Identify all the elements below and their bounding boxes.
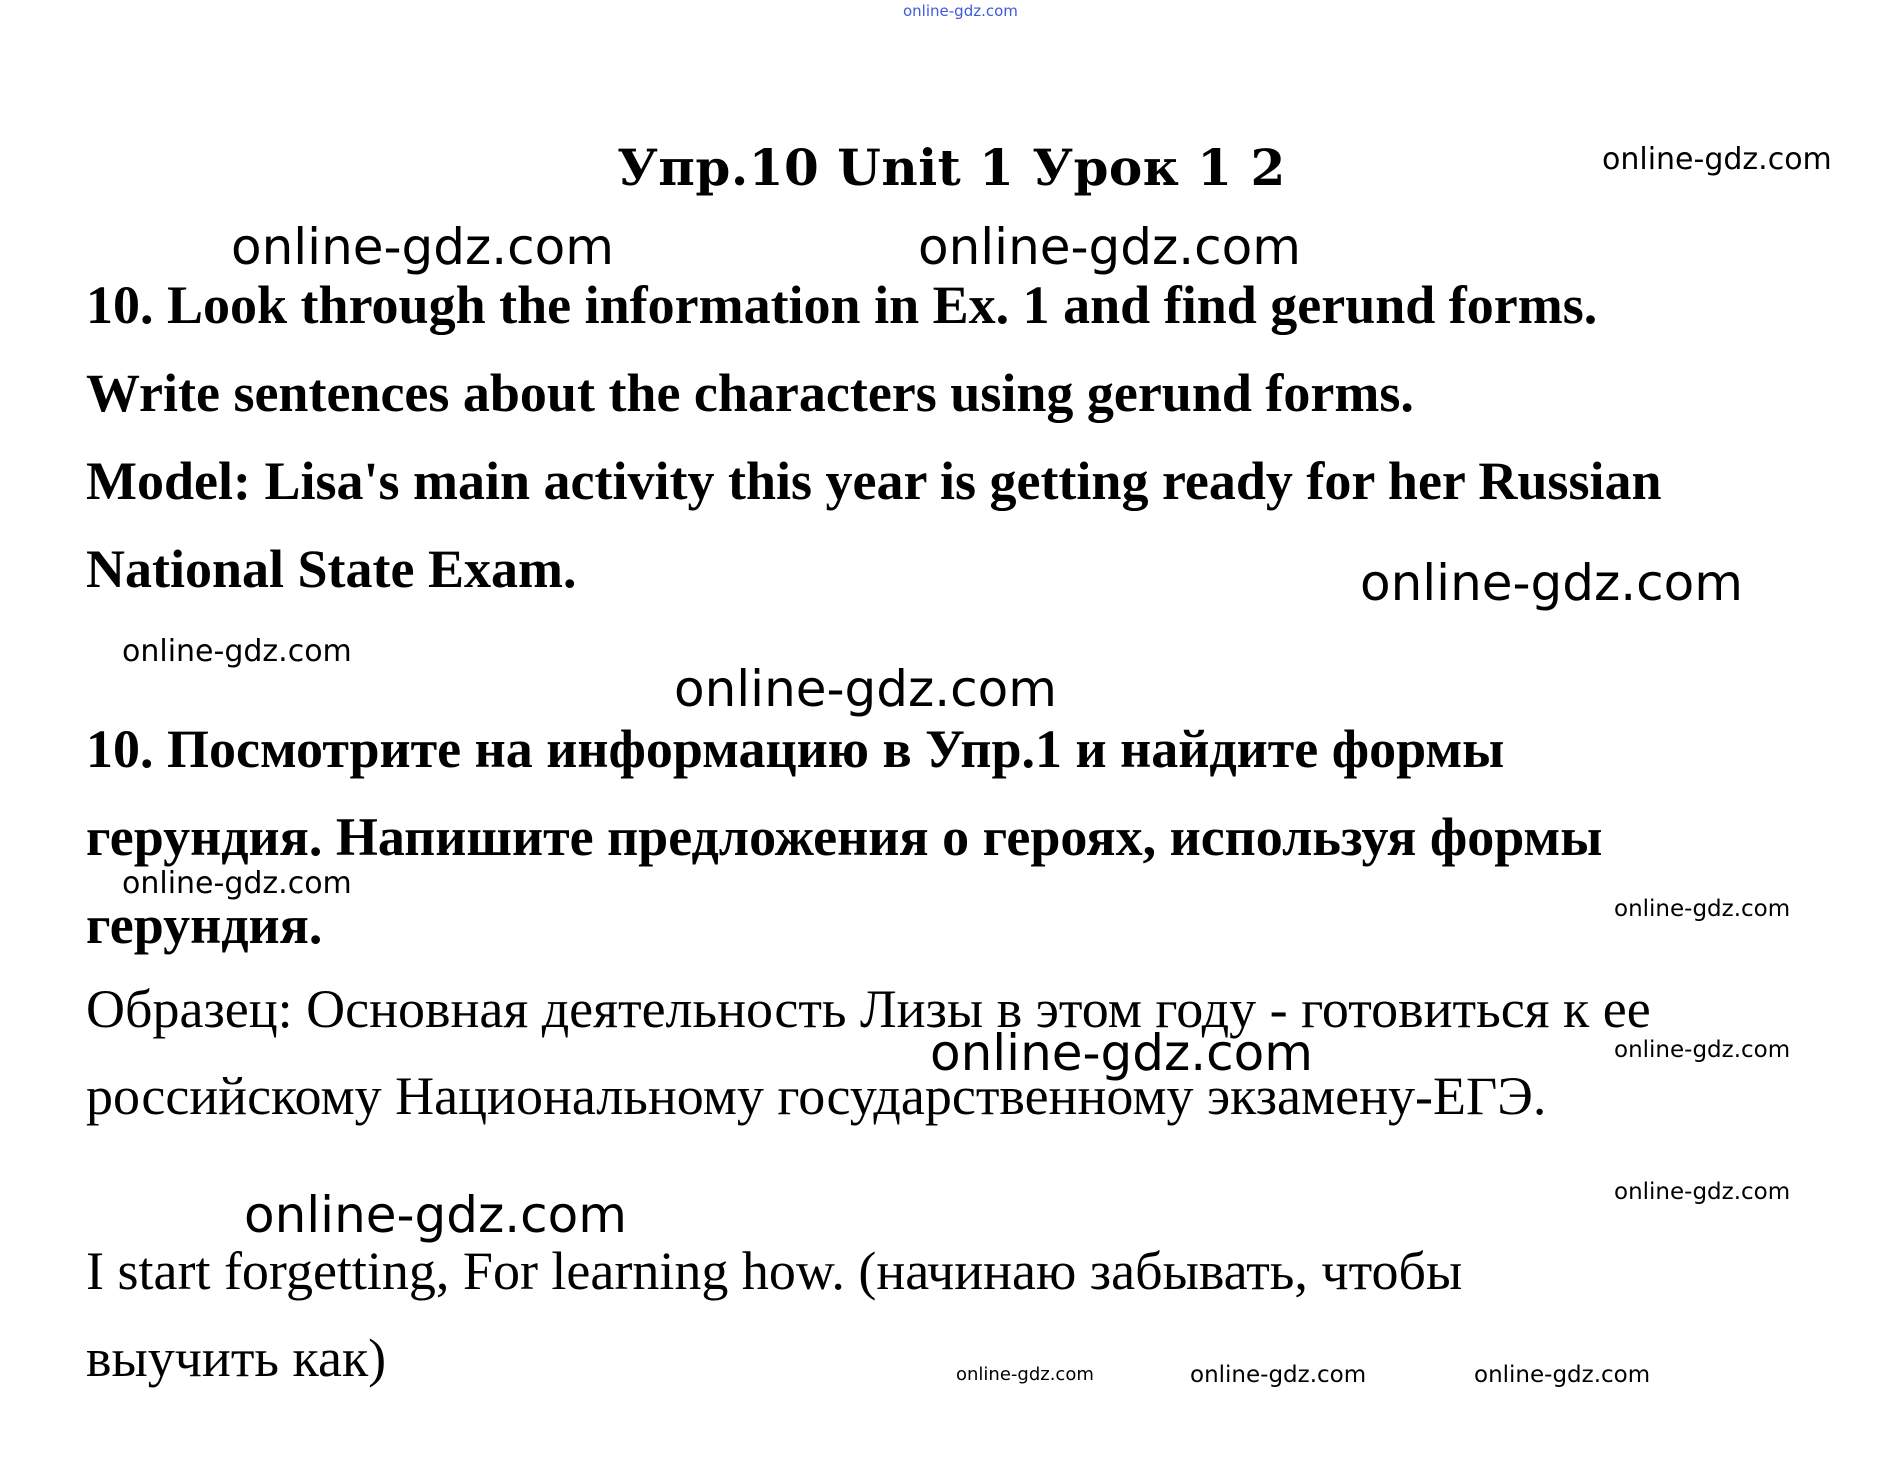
watermark: online-gdz.com: [918, 218, 1301, 276]
task-russian-line-1: 10. Посмотрите на информацию в Упр.1 и найдите формы: [86, 719, 1505, 779]
answer-line-1: I start forgetting, For learning how. (начинаю забывать, чтобы: [86, 1241, 1463, 1301]
watermark: online-gdz.com: [1614, 896, 1791, 922]
answer-line-2: выучить как): [86, 1328, 387, 1388]
task-english-line-4: National State Exam.: [86, 539, 577, 599]
watermark: online-gdz.com: [930, 1024, 1313, 1082]
task-russian-line-2: герундия. Напишите предложения о героях, используя формы: [86, 807, 1603, 867]
watermark: online-gdz.com: [1360, 554, 1743, 612]
watermark: online-gdz.com: [122, 866, 352, 901]
model-russian: [86, 966, 1651, 1140]
watermark: online-gdz.com: [1190, 1362, 1367, 1388]
task-english-line-2: Write sentences about the characters using gerund forms.: [86, 363, 1414, 423]
task-russian-line-3: герундия.: [86, 895, 323, 955]
top-site-link[interactable]: online-gdz.com: [903, 2, 1018, 20]
watermark: online-gdz.com: [674, 660, 1057, 718]
model-russian-line-1: Образец: Основная деятельность Лизы в этом году - готовиться к ее: [86, 979, 1651, 1039]
watermark: online-gdz.com: [244, 1186, 627, 1244]
watermark: online-gdz.com: [1614, 1179, 1791, 1205]
task-english-line-3: Model: Lisa's main activity this year is getting ready for her Russian: [86, 451, 1662, 511]
model-russian-line-2: российскому Национальному государственному экзамену-ЕГЭ.: [86, 1066, 1547, 1126]
watermark: online-gdz.com: [1474, 1362, 1651, 1388]
watermark: online-gdz.com: [1614, 1037, 1791, 1063]
task-english-line-1: 10. Look through the information in Ex. 1 and find gerund forms.: [86, 275, 1598, 335]
page-title: Упр.10 Unit 1 Урок 1 2: [617, 138, 1286, 197]
watermark: online-gdz.com: [1602, 142, 1832, 177]
watermark: online-gdz.com: [956, 1364, 1094, 1385]
watermark: online-gdz.com: [231, 218, 614, 276]
watermark: online-gdz.com: [122, 634, 352, 669]
task-russian: [86, 705, 1602, 969]
